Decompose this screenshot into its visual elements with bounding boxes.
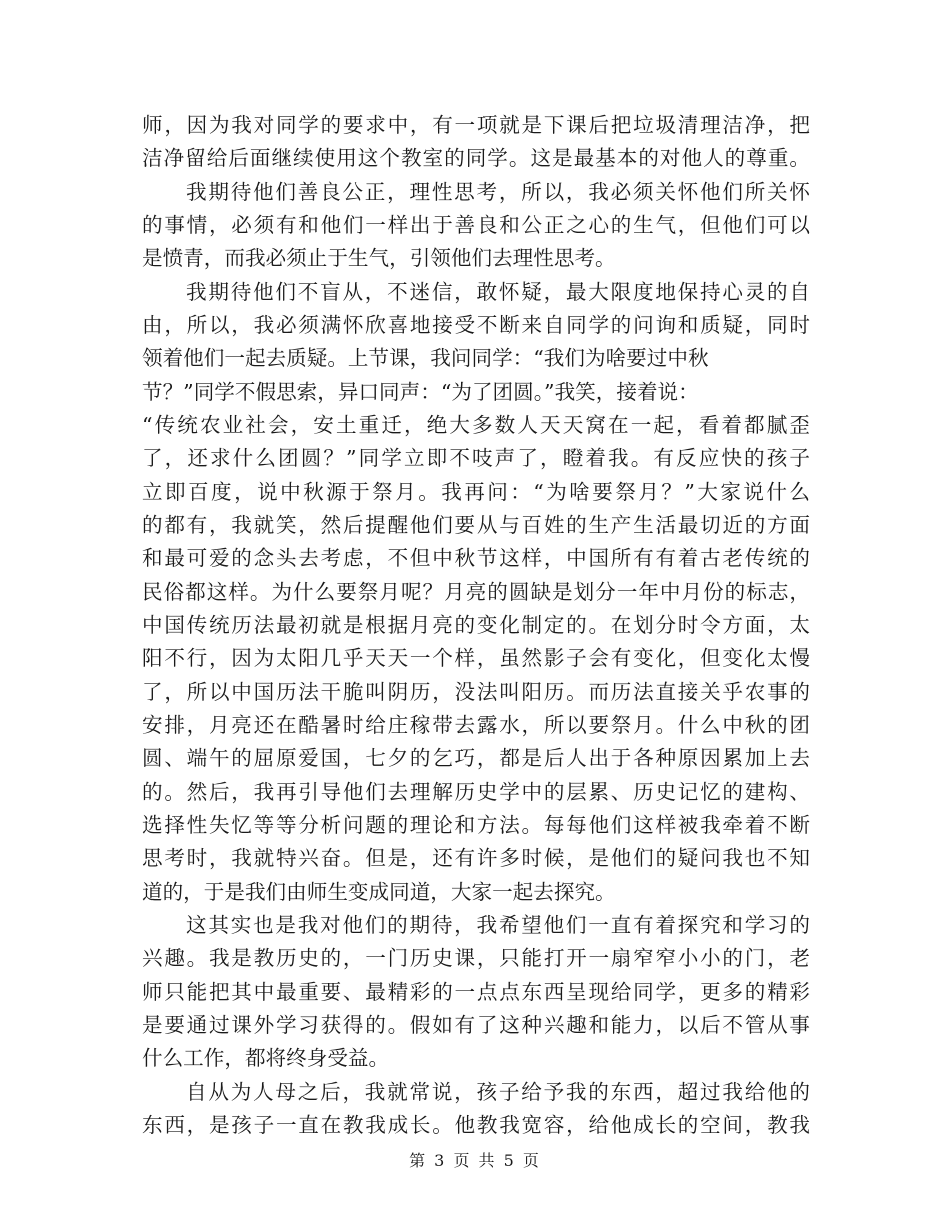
text-line: 安排，月亮还在酷暑时给庄稼带去露水，所以要祭月。什么中秋的团 bbox=[142, 713, 810, 737]
text-line: 领着他们一起去质疑。上节课，我问同学：“我们为啥要过中秋 bbox=[142, 346, 709, 370]
text-line: 是要通过课外学习获得的。假如有了这种兴趣和能力，以后不管从事 bbox=[142, 1013, 810, 1037]
text-line: 师只能把其中最重要、最精彩的一点点东西呈现给同学，更多的精彩 bbox=[142, 980, 810, 1004]
text-line: 圆、端午的屈原爱国，七夕的乞巧，都是后人出于各种原因累加上去 bbox=[142, 746, 810, 770]
text-line: 东西，是孩子一直在教我成长。他教我宽容，给他成长的空间，教我 bbox=[142, 1113, 810, 1137]
text-line: 自从为人母之后，我就常说，孩子给予我的东西，超过我给他的 bbox=[186, 1080, 810, 1104]
text-line: 中国传统历法最初就是根据月亮的变化制定的。在划分时令方面，太 bbox=[142, 613, 810, 637]
text-line: 兴趣。我是教历史的，一门历史课，只能打开一扇窄窄小小的门，老 bbox=[142, 946, 810, 970]
text-line: 的都有，我就笑，然后提醒他们要从与百姓的生产生活最切近的方面 bbox=[142, 513, 810, 537]
text-line: 我期待他们善良公正，理性思考，所以，我必须关怀他们所关怀 bbox=[186, 180, 810, 204]
text-line: 了，所以中国历法干脆叫阴历，没法叫阳历。而历法直接关乎农事的 bbox=[142, 680, 810, 704]
text-line: 思考时，我就特兴奋。但是，还有许多时候，是他们的疑问我也不知 bbox=[142, 846, 810, 870]
text-line: 师，因为我对同学的要求中，有一项就是下课后把垃圾清理洁净，把 bbox=[142, 113, 810, 137]
page-number-footer: 第 3 页 共 5 页 bbox=[409, 1151, 541, 1170]
text-line: 是愤青，而我必须止于生气，引领他们去理性思考。 bbox=[142, 246, 616, 270]
text-line: 阳不行，因为太阳几乎天天一个样，虽然影子会有变化，但变化太慢 bbox=[142, 646, 810, 670]
text-line: 立即百度，说中秋源于祭月。我再问：“为啥要祭月？”大家说什么 bbox=[142, 480, 810, 504]
text-line: 什么工作，都将终身受益。 bbox=[142, 1046, 390, 1070]
text-line: 这其实也是我对他们的期待，我希望他们一直有着探究和学习的 bbox=[186, 913, 810, 937]
text-line: 了，还求什么团圆？”同学立即不吱声了，瞪着我。有反应快的孩子 bbox=[142, 446, 810, 470]
text-line: 选择性失忆等等分析问题的理论和方法。每每他们这样被我牵着不断 bbox=[142, 813, 810, 837]
text-line: 和最可爱的念头去考虑，不但中秋节这样，中国所有有着古老传统的 bbox=[142, 546, 810, 570]
text-line: 洁净留给后面继续使用这个教室的同学。这是最基本的对他人的尊重。 bbox=[142, 146, 810, 170]
text-line: 的事情，必须有和他们一样出于善良和公正之心的生气，但他们可以 bbox=[142, 213, 810, 237]
text-line: “传统农业社会，安土重迁，绝大多数人天天窝在一起，看着都腻歪 bbox=[142, 413, 810, 437]
text-line: 节？”同学不假思索，异口同声：“为了团圆。”我笑，接着说： bbox=[142, 380, 699, 404]
text-line: 民俗都这样。为什么要祭月呢？月亮的圆缺是划分一年中月份的标志， bbox=[142, 580, 810, 604]
text-line: 由，所以，我必须满怀欣喜地接受不断来自同学的问询和质疑，同时 bbox=[142, 313, 810, 337]
text-line: 的。然后，我再引导他们去理解历史学中的层累、历史记忆的建构、 bbox=[142, 780, 810, 804]
text-line: 道的，于是我们由师生变成同道，大家一起去探究。 bbox=[142, 880, 616, 904]
text-line: 我期待他们不盲从，不迷信，敢怀疑，最大限度地保持心灵的自 bbox=[186, 280, 810, 304]
